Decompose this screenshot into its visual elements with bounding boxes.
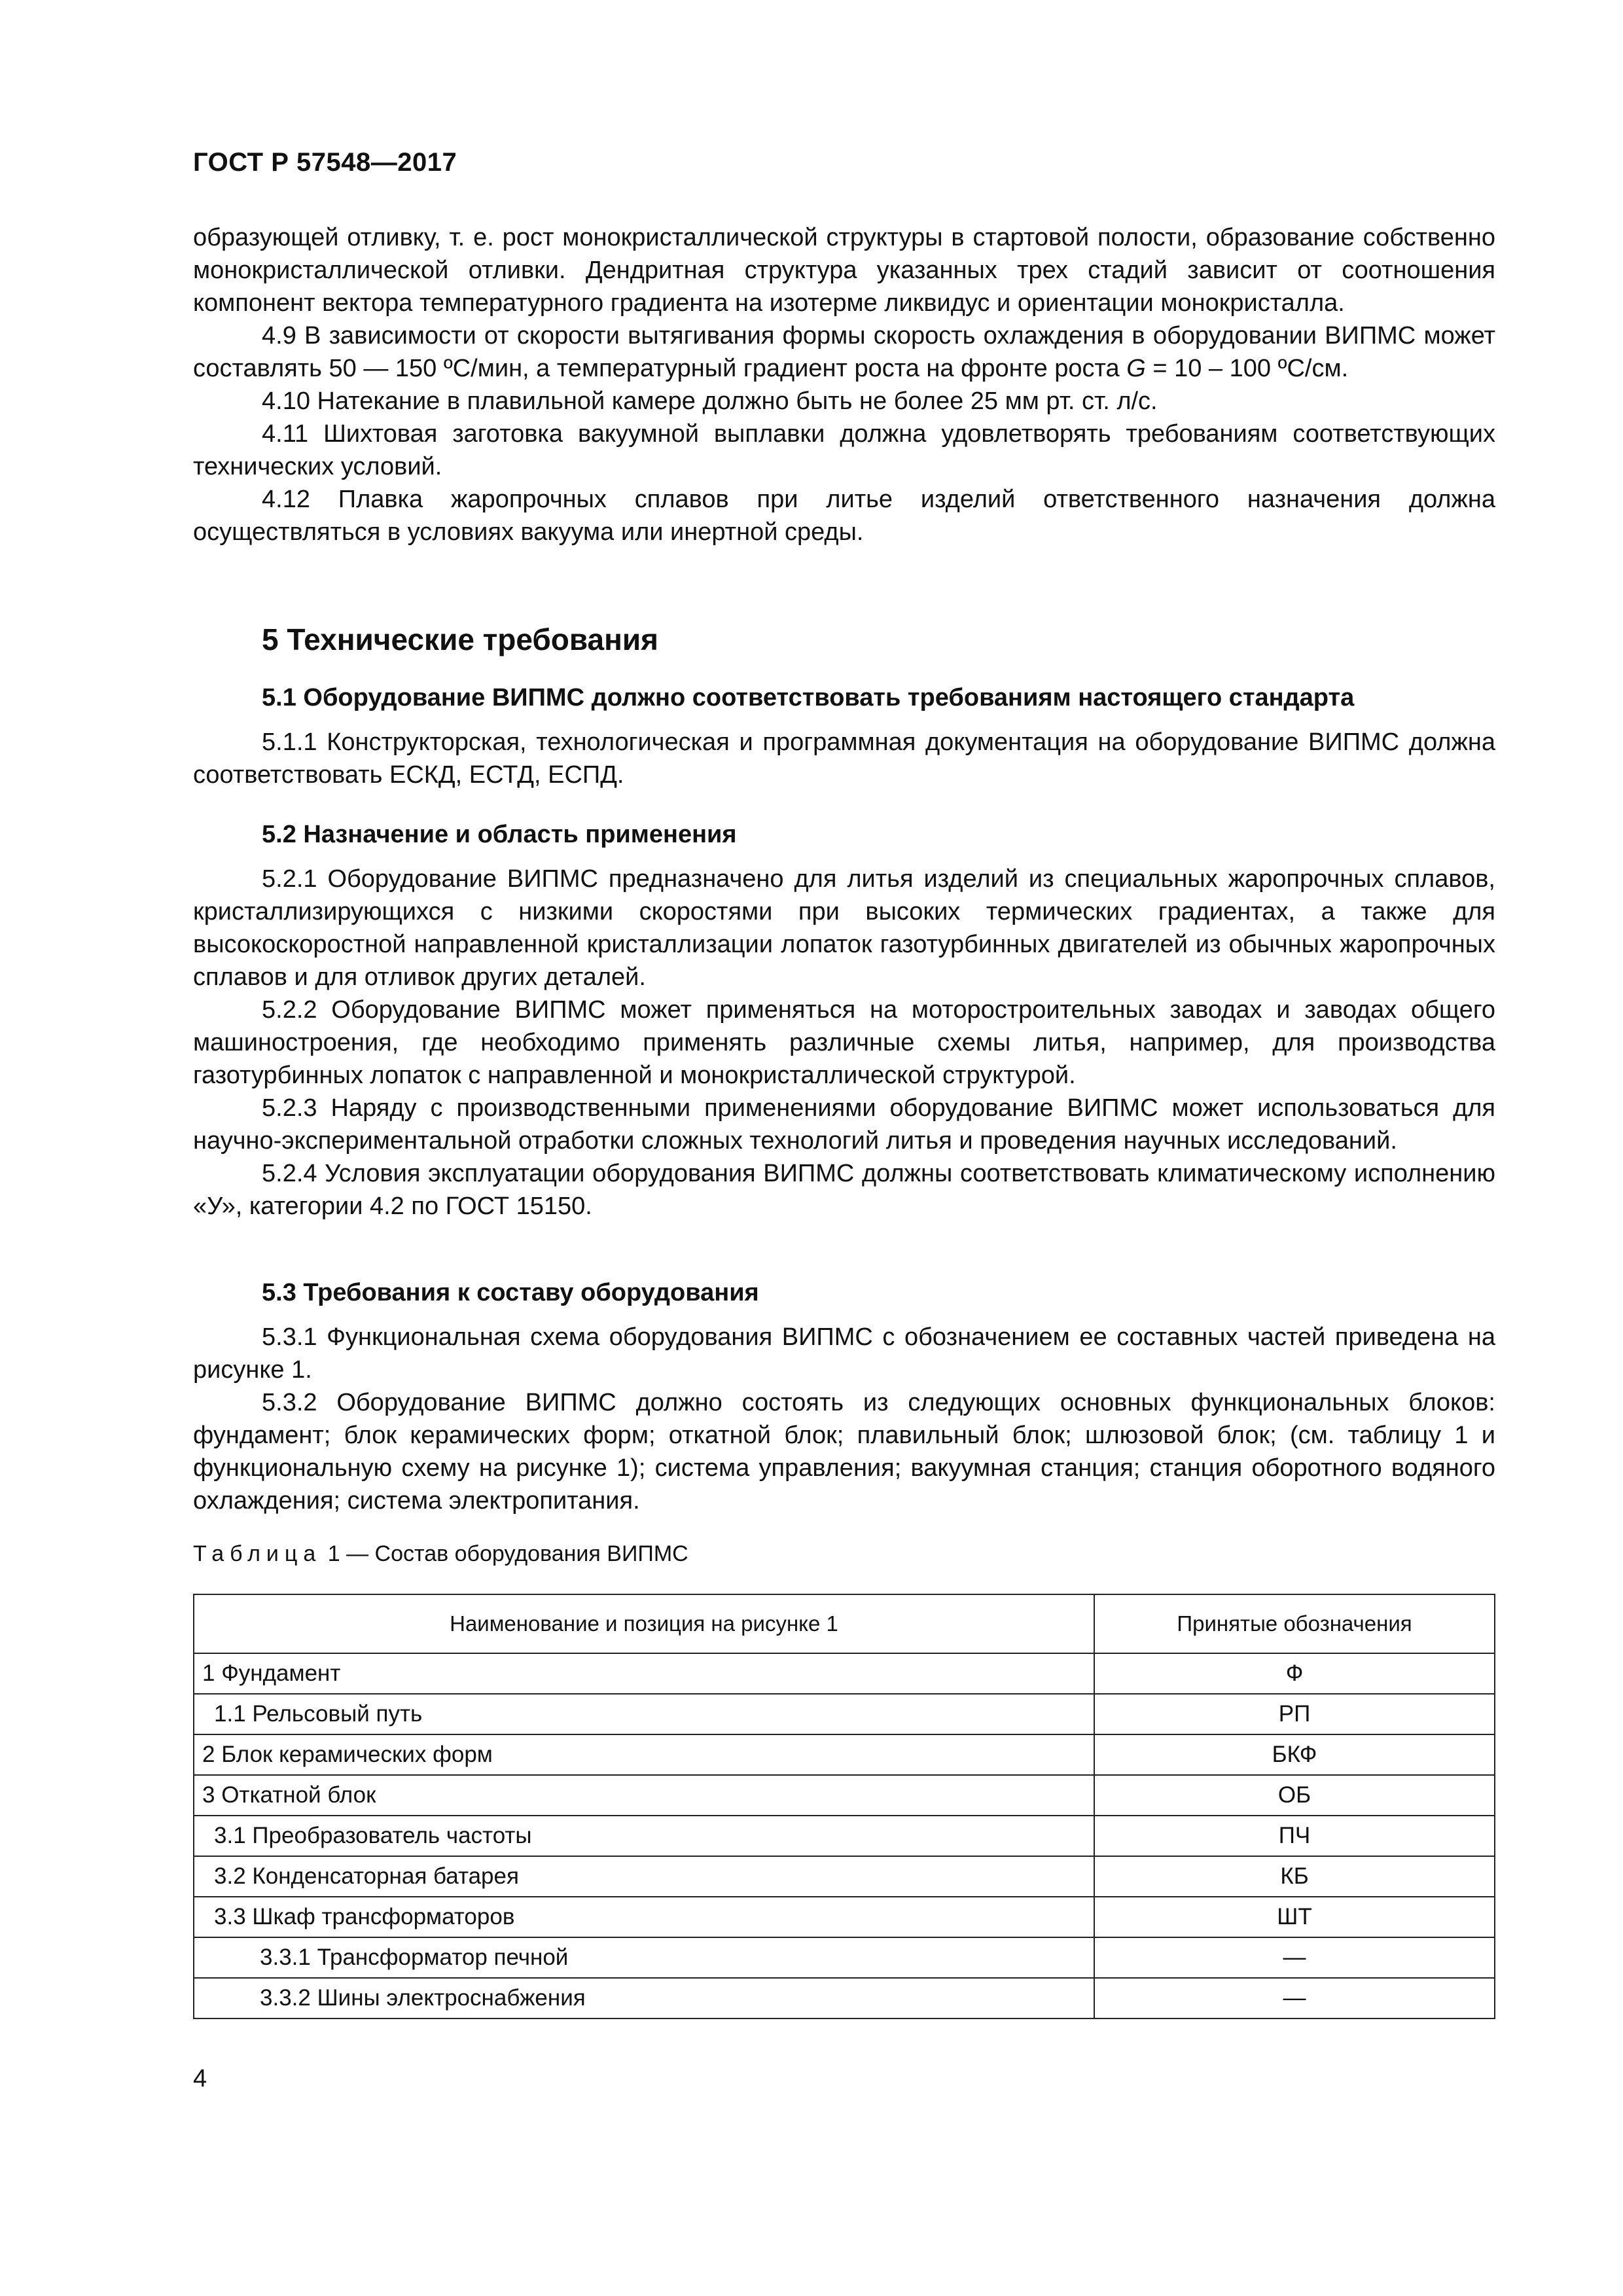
table-row <box>194 1978 1495 2018</box>
row-name: 2 Блок керамических форм <box>194 1734 1094 1775</box>
paragraph-5-2-4: 5.2.4 Условия эксплуатации оборудования ВИПМС должны соответствовать климатическому исполнению «У», категории 4.2 по ГОСТ 15150. <box>193 1160 1495 1220</box>
paragraph-5-2-2: 5.2.2 Оборудование ВИПМС может применяться на моторостроительных заводах и заводах общего машиностроения, где необходимо применять различные схемы литья, например, для производства газотурбинных лопаток с направленной и монокристаллической структурой. <box>193 996 1495 1089</box>
paragraph-4-9: 4.9 В зависимости от скорости вытягивания формы скорость охлаждения в оборудовании ВИПМС может составлять 50 — 150 ºС/мин, а температурный градиент роста на фронте роста G = 10 – 100 ºС/см. <box>193 322 1495 382</box>
row-name: 1.1 Рельсовый путь <box>194 1694 1094 1734</box>
row-code: Ф <box>1094 1653 1495 1694</box>
table-row <box>194 1734 1495 1775</box>
row-code: — <box>1094 1978 1495 2018</box>
row-code: ШТ <box>1094 1897 1495 1937</box>
table-caption: Таблица 1 — Состав оборудования ВИПМС <box>193 1541 688 1566</box>
section-5-3 <box>193 1276 1495 1517</box>
paragraph-5-2-3: 5.2.3 Наряду с производственными применениями оборудование ВИПМС может использоваться для научно-экспериментальной отработки сложных технологий литья и проведения научных исследований. <box>193 1094 1495 1155</box>
table-row <box>194 1937 1495 1978</box>
section-5-title: 5 Технические требования <box>262 622 658 656</box>
table-row <box>194 1897 1495 1937</box>
column-header-name: Наименование и позиция на рисунке 1 <box>194 1594 1094 1653</box>
paragraph-4-10: 4.10 Натекание в плавильной камере должно быть не более 25 мм рт. ст. л/с. <box>262 387 1158 415</box>
row-code: БКФ <box>1094 1734 1495 1775</box>
page-number: 4 <box>193 2065 207 2092</box>
row-name: 3.3.2 Шины электроснабжения <box>194 1978 1094 2018</box>
table-row <box>194 1816 1495 1856</box>
column-header-code: Принятые обозначения <box>1094 1594 1495 1653</box>
table-header-row <box>194 1594 1495 1653</box>
row-name: 3.1 Преобразователь частоты <box>194 1816 1094 1856</box>
row-code: КБ <box>1094 1856 1495 1897</box>
table-row <box>194 1653 1495 1694</box>
section-5-3-title: 5.3 Требования к составу оборудования <box>262 1279 759 1306</box>
row-code: — <box>1094 1937 1495 1978</box>
intro-block <box>193 221 1495 548</box>
row-name: 3.3 Шкаф трансформаторов <box>194 1897 1094 1937</box>
row-name: 3.2 Конденсаторная батарея <box>194 1856 1094 1897</box>
row-name: 3 Откатной блок <box>194 1775 1094 1816</box>
paragraph-5-3-1: 5.3.1 Функциональная схема оборудования ВИПМС с обозначением ее составных частей приведена на рисунке 1. <box>193 1323 1495 1384</box>
section-5-1-title: 5.1 Оборудование ВИПМС должно соответствовать требованиям настоящего стандарта <box>262 684 1355 711</box>
table-row <box>194 1856 1495 1897</box>
section-5-2 <box>193 818 1495 1223</box>
document-header: ГОСТ Р 57548—2017 <box>193 148 457 177</box>
equipment-table <box>193 1594 1495 2019</box>
table-row <box>194 1694 1495 1734</box>
paragraph-continuation: образующей отливку, т. е. рост монокристаллической структуры в стартовой полости, образование собственно монокристаллической отливки. Дендритная структура указанных трех стадий зависит от соотношения компонент вектора температурного градиента на изотерме ликвидус и ориентации монокристалла. <box>193 224 1495 317</box>
paragraph-5-1-1: 5.1.1 Конструкторская, технологическая и программная документация на оборудование ВИПМС должна соответствовать ЕСКД, ЕСТД, ЕСПД. <box>193 728 1495 789</box>
section-5-1 <box>193 681 1495 791</box>
section-5-2-title: 5.2 Назначение и область применения <box>262 821 737 848</box>
row-name: 1 Фундамент <box>194 1653 1094 1694</box>
row-code: РП <box>1094 1694 1495 1734</box>
paragraph-4-11: 4.11 Шихтовая заготовка вакуумной выплавки должна удовлетворять требованиям соответствующих технических условий. <box>193 420 1495 480</box>
paragraph-4-12: 4.12 Плавка жаропрочных сплавов при литье изделий ответственного назначения должна осуществляться в условиях вакуума или инертной среды. <box>193 486 1495 546</box>
table-row <box>194 1775 1495 1816</box>
row-name: 3.3.1 Трансформатор печной <box>194 1937 1094 1978</box>
row-code: ОБ <box>1094 1775 1495 1816</box>
row-code: ПЧ <box>1094 1816 1495 1856</box>
paragraph-5-2-1: 5.2.1 Оборудование ВИПМС предназначено для литья изделий из специальных жаропрочных сплавов, кристаллизирующихся с низкими скоростями при высоких термических градиентах, а также для высокоскоростной направленной кристаллизации лопаток газотурбинных двигателей из обычных жаропрочных сплавов и для отливок других деталей. <box>193 865 1495 991</box>
paragraph-5-3-2: 5.3.2 Оборудование ВИПМС должно состоять из следующих основных функциональных блоков: фундамент; блок керамических форм; откатной блок; плавильный блок; шлюзовой блок; (см. таблицу 1 и функциональную схему на рисунке 1); система управления; вакуумная станция; станция оборотного водяного охлаждения; система электропитания. <box>193 1389 1495 1515</box>
